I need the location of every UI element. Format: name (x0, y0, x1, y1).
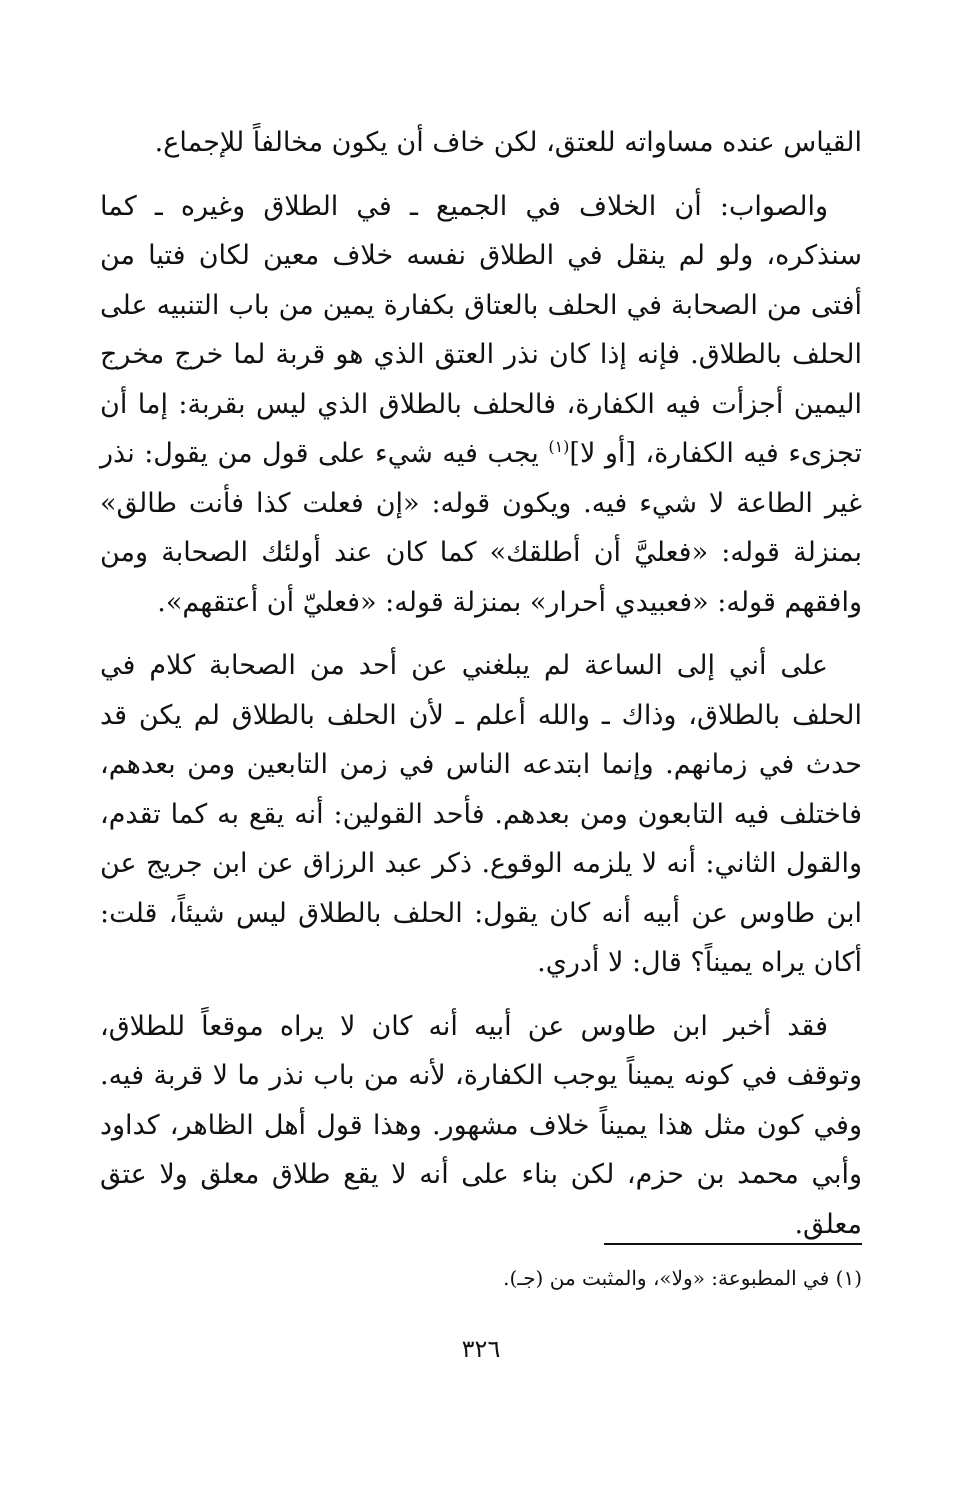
footnote-text: في المطبوعة: «ولا»، والمثبت من (جـ). (503, 1266, 830, 1290)
footnote (100, 1262, 862, 1294)
paragraph-2 (100, 182, 862, 628)
paragraph-3-text: على أني إلى الساعة لم يبلغني عن أحد من الصحابة كلام في الحلف بالطلاق، وذاك ـ والله أعلم ـ لأن الحلف بالطلاق لم يكن قد حدث في زمانهم. وإنما ابتدعه الناس في زمن التابعين ومن بعدهم، فاختلف فيه التابعون ومن بعدهم. فأحد القولين: أنه يقع به كما تقدم، والقول الثاني: أنه لا يلزمه الوقوع. ذكر عبد الرزاق عن ابن جريج عن ابن طاوس عن أبيه أنه كان يقول: الحلف بالطلاق ليس شيئاً، قلت: أكان يراه يميناً؟ قال: لا أدري. (100, 650, 862, 978)
page-number: ٣٢٦ (461, 1335, 501, 1363)
paragraph-3 (100, 641, 862, 988)
paragraph-1-text: القياس عنده مساواته للعتق، لكن خاف أن يكون مخالفاً للإجماع. (154, 127, 862, 158)
paragraph-2-text-a: والصواب: أن الخلاف في الجميع ـ في الطلاق وغيره ـ كما سنذكره، ولو لم ينقل في الطلاق نفسه خلاف معين لكان فتيا من أفتى من الصحابة في الحلف بالعتاق بكفارة يمين من باب التنبيه على الحلف بالطلاق. فإنه إذا كان نذر العتق الذي هو قربة لما خرج مخرج اليمين أجزأت فيه الكفارة، فالحلف بالطلاق الذي ليس بقربة: إما أن تجزىء فيه الكفارة، [أو لا] (100, 190, 862, 469)
paragraph-2-text-b: يجب فيه شيء على قول من يقول: نذر غير الطاعة لا شيء فيه. ويكون قوله: «إن فعلت كذا فأنت طالق» بمنزلة قوله: «فعليَّ أن أطلقك» كما كان عند أولئك الصحابة ومن وافقهم قوله: «فعبيدي أحرار» بمنزلة قوله: «فعليّ أن أعتقهم». (100, 438, 862, 618)
footnote-divider (604, 1243, 862, 1245)
paragraph-1 (100, 118, 862, 168)
paragraph-4 (100, 1002, 862, 1250)
main-text (100, 118, 862, 1249)
paragraph-4-text: فقد أخبر ابن طاوس عن أبيه أنه كان لا يراه موقعاً للطلاق، وتوقف في كونه يميناً يوجب الكفارة، لأنه من باب نذر ما لا قربة فيه. وفي كون مثل هذا يميناً خلاف مشهور. وهذا قول أهل الظاهر، كداود وأبي محمد بن حزم، لكن بناء على أنه لا يقع طلاق معلق ولا عتق معلق. (100, 1010, 862, 1240)
footnote-number: (١) (835, 1266, 862, 1290)
footnote-reference[interactable]: (١) (548, 437, 570, 456)
